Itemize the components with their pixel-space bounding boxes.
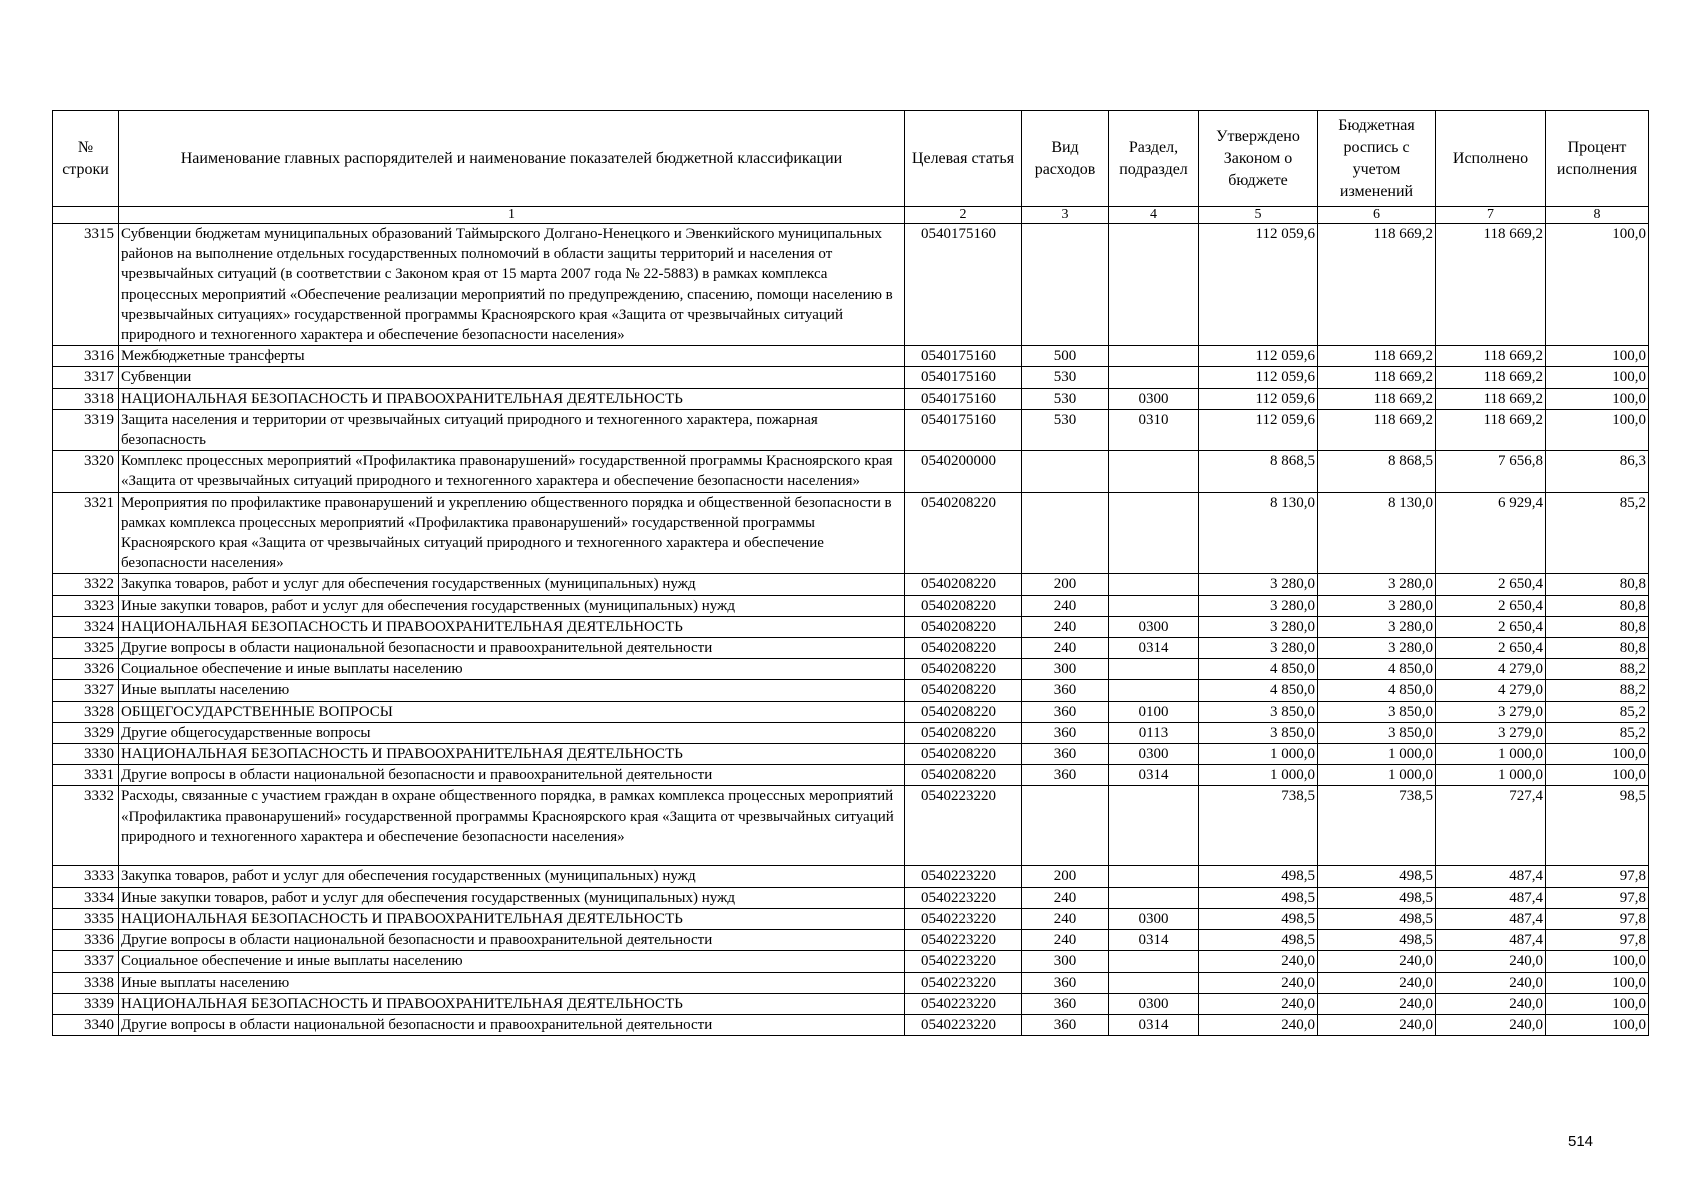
item-name: Другие вопросы в области национальной безопасности и правоохранительной деятельности — [119, 1014, 905, 1035]
target-article-code: 0540175160 — [905, 367, 1022, 388]
schedule-amount: 240,0 — [1318, 972, 1436, 993]
execution-percent: 100,0 — [1546, 951, 1649, 972]
executed-amount: 2 650,4 — [1436, 574, 1546, 595]
approved-amount: 8 868,5 — [1199, 451, 1318, 492]
table-row — [53, 765, 1649, 786]
approved-amount: 3 850,0 — [1199, 722, 1318, 743]
target-article-code: 0540208220 — [905, 765, 1022, 786]
schedule-amount: 498,5 — [1318, 887, 1436, 908]
section-code — [1109, 786, 1199, 866]
section-code: 0314 — [1109, 765, 1199, 786]
execution-percent: 86,3 — [1546, 451, 1649, 492]
expense-kind-code: 360 — [1022, 1014, 1109, 1035]
expense-kind-code: 200 — [1022, 574, 1109, 595]
table-row — [53, 1014, 1649, 1035]
execution-percent: 85,2 — [1546, 492, 1649, 574]
row-number: 3323 — [53, 595, 119, 616]
section-code: 0113 — [1109, 722, 1199, 743]
expense-kind-code: 500 — [1022, 346, 1109, 367]
target-article-code: 0540223220 — [905, 786, 1022, 866]
executed-amount: 240,0 — [1436, 1014, 1546, 1035]
item-name: Иные выплаты населению — [119, 680, 905, 701]
table-row — [53, 930, 1649, 951]
section-code — [1109, 972, 1199, 993]
approved-amount: 738,5 — [1199, 786, 1318, 866]
header-expense-kind: Вид расходов — [1022, 111, 1109, 207]
approved-amount: 4 850,0 — [1199, 659, 1318, 680]
table-row — [53, 367, 1649, 388]
schedule-amount: 240,0 — [1318, 951, 1436, 972]
execution-percent: 100,0 — [1546, 1014, 1649, 1035]
target-article-code: 0540208220 — [905, 744, 1022, 765]
row-number: 3326 — [53, 659, 119, 680]
approved-amount: 240,0 — [1199, 951, 1318, 972]
section-code — [1109, 887, 1199, 908]
header-approved: Утверждено Законом о бюджете — [1199, 111, 1318, 207]
executed-amount: 4 279,0 — [1436, 659, 1546, 680]
column-number: 1 — [119, 207, 905, 224]
row-number: 3324 — [53, 616, 119, 637]
target-article-code: 0540223220 — [905, 930, 1022, 951]
execution-percent: 97,8 — [1546, 887, 1649, 908]
executed-amount: 487,4 — [1436, 930, 1546, 951]
schedule-amount: 498,5 — [1318, 908, 1436, 929]
table-row — [53, 972, 1649, 993]
expense-kind-code: 360 — [1022, 701, 1109, 722]
section-code — [1109, 451, 1199, 492]
item-name: НАЦИОНАЛЬНАЯ БЕЗОПАСНОСТЬ И ПРАВООХРАНИТЕЛЬНАЯ ДЕЯТЕЛЬНОСТЬ — [119, 993, 905, 1014]
approved-amount: 240,0 — [1199, 1014, 1318, 1035]
item-name: Защита населения и территории от чрезвычайных ситуаций природного и техногенного характера, пожарная безопасность — [119, 409, 905, 450]
approved-amount: 112 059,6 — [1199, 367, 1318, 388]
executed-amount: 240,0 — [1436, 993, 1546, 1014]
approved-amount: 112 059,6 — [1199, 409, 1318, 450]
execution-percent: 80,8 — [1546, 616, 1649, 637]
table-row — [53, 595, 1649, 616]
table-row — [53, 346, 1649, 367]
item-name: Расходы, связанные с участием граждан в охране общественного порядка, в рамках комплекса процессных мероприятий «Профилактика правонарушений» государственной программы Красноярского края «Защита от чрезвычайных ситуаций природного и техногенного характера и обеспечение безопасности населения» — [119, 786, 905, 866]
row-number: 3329 — [53, 722, 119, 743]
item-name: Мероприятия по профилактике правонарушений и укреплению общественного порядка и общественной безопасности в рамках комплекса процессных мероприятий «Профилактика правонарушений» государственной программы Красноярского края «Защита от чрезвычайных ситуаций природного и техногенного характера и обеспечение безопасности населения» — [119, 492, 905, 574]
approved-amount: 112 059,6 — [1199, 346, 1318, 367]
item-name: ОБЩЕГОСУДАРСТВЕННЫЕ ВОПРОСЫ — [119, 701, 905, 722]
item-name: Закупка товаров, работ и услуг для обеспечения государственных (муниципальных) нужд — [119, 574, 905, 595]
schedule-amount: 118 669,2 — [1318, 409, 1436, 450]
expense-kind-code — [1022, 451, 1109, 492]
header-row — [53, 111, 1649, 207]
execution-percent: 100,0 — [1546, 744, 1649, 765]
approved-amount: 498,5 — [1199, 908, 1318, 929]
approved-amount: 240,0 — [1199, 993, 1318, 1014]
executed-amount: 2 650,4 — [1436, 616, 1546, 637]
item-name: Субвенции бюджетам муниципальных образований Таймырского Долгано-Ненецкого и Эвенкийского муниципальных районов на выполнение отдельных государственных полномочий в области защиты территорий и населения от чрезвычайных ситуаций (в соответствии с Законом края от 15 марта 2007 года № 22-5883) в рамках комплекса процессных мероприятий «Обеспечение реализации мероприятий по предупреждению, спасению, помощи населению в чрезвычайных ситуациях» государственной программы Красноярского края «Защита от чрезвычайных ситуаций природного и техногенного характера и обеспечение безопасности населения» — [119, 224, 905, 346]
row-number: 3337 — [53, 951, 119, 972]
target-article-code: 0540223220 — [905, 908, 1022, 929]
executed-amount: 3 279,0 — [1436, 722, 1546, 743]
item-name: Комплекс процессных мероприятий «Профилактика правонарушений» государственной программы Красноярского края «Защита от чрезвычайных ситуаций природного и техногенного характера и обеспечение безопасности населения» — [119, 451, 905, 492]
executed-amount: 7 656,8 — [1436, 451, 1546, 492]
execution-percent: 100,0 — [1546, 388, 1649, 409]
target-article-code: 0540175160 — [905, 388, 1022, 409]
schedule-amount: 118 669,2 — [1318, 367, 1436, 388]
item-name: Социальное обеспечение и иные выплаты населению — [119, 951, 905, 972]
row-number: 3320 — [53, 451, 119, 492]
execution-percent: 88,2 — [1546, 659, 1649, 680]
approved-amount: 498,5 — [1199, 930, 1318, 951]
schedule-amount: 738,5 — [1318, 786, 1436, 866]
table-body — [53, 224, 1649, 1036]
target-article-code: 0540223220 — [905, 866, 1022, 887]
row-number: 3321 — [53, 492, 119, 574]
table-row — [53, 887, 1649, 908]
section-code — [1109, 346, 1199, 367]
expense-kind-code: 360 — [1022, 972, 1109, 993]
schedule-amount: 8 868,5 — [1318, 451, 1436, 492]
row-number: 3318 — [53, 388, 119, 409]
table-row — [53, 409, 1649, 450]
schedule-amount: 118 669,2 — [1318, 224, 1436, 346]
schedule-amount: 240,0 — [1318, 993, 1436, 1014]
executed-amount: 2 650,4 — [1436, 595, 1546, 616]
schedule-amount: 118 669,2 — [1318, 346, 1436, 367]
expense-kind-code — [1022, 786, 1109, 866]
section-code: 0300 — [1109, 388, 1199, 409]
column-number — [53, 207, 119, 224]
execution-percent: 97,8 — [1546, 908, 1649, 929]
executed-amount: 487,4 — [1436, 866, 1546, 887]
table-row — [53, 388, 1649, 409]
target-article-code: 0540175160 — [905, 346, 1022, 367]
section-code — [1109, 574, 1199, 595]
executed-amount: 240,0 — [1436, 972, 1546, 993]
header-row-number: № строки — [53, 111, 119, 207]
page-number: 514 — [1568, 1133, 1594, 1150]
approved-amount: 8 130,0 — [1199, 492, 1318, 574]
target-article-code: 0540208220 — [905, 680, 1022, 701]
row-number: 3335 — [53, 908, 119, 929]
column-number: 7 — [1436, 207, 1546, 224]
section-code: 0310 — [1109, 409, 1199, 450]
item-name: Иные выплаты населению — [119, 972, 905, 993]
section-code — [1109, 951, 1199, 972]
execution-percent: 85,2 — [1546, 722, 1649, 743]
expense-kind-code: 360 — [1022, 680, 1109, 701]
executed-amount: 487,4 — [1436, 908, 1546, 929]
executed-amount: 487,4 — [1436, 887, 1546, 908]
expense-kind-code: 240 — [1022, 887, 1109, 908]
row-number: 3322 — [53, 574, 119, 595]
section-code — [1109, 866, 1199, 887]
execution-percent: 97,8 — [1546, 866, 1649, 887]
target-article-code: 0540175160 — [905, 409, 1022, 450]
item-name: Другие вопросы в области национальной безопасности и правоохранительной деятельности — [119, 638, 905, 659]
executed-amount: 118 669,2 — [1436, 367, 1546, 388]
execution-percent: 100,0 — [1546, 765, 1649, 786]
table-row — [53, 866, 1649, 887]
schedule-amount: 240,0 — [1318, 1014, 1436, 1035]
item-name: Иные закупки товаров, работ и услуг для обеспечения государственных (муниципальных) нужд — [119, 887, 905, 908]
section-code — [1109, 680, 1199, 701]
expense-kind-code: 530 — [1022, 367, 1109, 388]
section-code: 0100 — [1109, 701, 1199, 722]
section-code: 0300 — [1109, 908, 1199, 929]
schedule-amount: 3 280,0 — [1318, 616, 1436, 637]
executed-amount: 118 669,2 — [1436, 409, 1546, 450]
target-article-code: 0540208220 — [905, 595, 1022, 616]
expense-kind-code: 240 — [1022, 595, 1109, 616]
schedule-amount: 118 669,2 — [1318, 388, 1436, 409]
item-name: НАЦИОНАЛЬНАЯ БЕЗОПАСНОСТЬ И ПРАВООХРАНИТЕЛЬНАЯ ДЕЯТЕЛЬНОСТЬ — [119, 908, 905, 929]
target-article-code: 0540208220 — [905, 616, 1022, 637]
item-name: НАЦИОНАЛЬНАЯ БЕЗОПАСНОСТЬ И ПРАВООХРАНИТЕЛЬНАЯ ДЕЯТЕЛЬНОСТЬ — [119, 388, 905, 409]
target-article-code: 0540223220 — [905, 887, 1022, 908]
section-code — [1109, 595, 1199, 616]
row-number: 3333 — [53, 866, 119, 887]
target-article-code: 0540208220 — [905, 701, 1022, 722]
item-name: НАЦИОНАЛЬНАЯ БЕЗОПАСНОСТЬ И ПРАВООХРАНИТЕЛЬНАЯ ДЕЯТЕЛЬНОСТЬ — [119, 616, 905, 637]
column-number: 3 — [1022, 207, 1109, 224]
execution-percent: 85,2 — [1546, 701, 1649, 722]
execution-percent: 80,8 — [1546, 595, 1649, 616]
section-code — [1109, 224, 1199, 346]
row-number: 3336 — [53, 930, 119, 951]
column-number-row — [53, 207, 1649, 224]
approved-amount: 498,5 — [1199, 866, 1318, 887]
section-code — [1109, 492, 1199, 574]
approved-amount: 240,0 — [1199, 972, 1318, 993]
expense-kind-code: 360 — [1022, 722, 1109, 743]
executed-amount: 240,0 — [1436, 951, 1546, 972]
row-number: 3334 — [53, 887, 119, 908]
table-row — [53, 744, 1649, 765]
section-code — [1109, 367, 1199, 388]
table-row — [53, 701, 1649, 722]
execution-percent: 100,0 — [1546, 224, 1649, 346]
row-number: 3338 — [53, 972, 119, 993]
budget-execution-table — [52, 110, 1649, 1036]
schedule-amount: 3 280,0 — [1318, 638, 1436, 659]
row-number: 3332 — [53, 786, 119, 866]
approved-amount: 3 280,0 — [1199, 595, 1318, 616]
executed-amount: 118 669,2 — [1436, 224, 1546, 346]
target-article-code: 0540208220 — [905, 722, 1022, 743]
header-percent: Процент исполнения — [1546, 111, 1649, 207]
schedule-amount: 8 130,0 — [1318, 492, 1436, 574]
expense-kind-code: 360 — [1022, 765, 1109, 786]
target-article-code: 0540223220 — [905, 993, 1022, 1014]
table-row — [53, 659, 1649, 680]
expense-kind-code: 530 — [1022, 409, 1109, 450]
target-article-code: 0540208220 — [905, 492, 1022, 574]
execution-percent: 100,0 — [1546, 409, 1649, 450]
execution-percent: 80,8 — [1546, 574, 1649, 595]
section-code — [1109, 659, 1199, 680]
approved-amount: 3 280,0 — [1199, 574, 1318, 595]
table-row — [53, 786, 1649, 866]
section-code: 0300 — [1109, 616, 1199, 637]
item-name: Другие вопросы в области национальной безопасности и правоохранительной деятельности — [119, 765, 905, 786]
table-row — [53, 638, 1649, 659]
approved-amount: 112 059,6 — [1199, 388, 1318, 409]
item-name: НАЦИОНАЛЬНАЯ БЕЗОПАСНОСТЬ И ПРАВООХРАНИТЕЛЬНАЯ ДЕЯТЕЛЬНОСТЬ — [119, 744, 905, 765]
executed-amount: 118 669,2 — [1436, 388, 1546, 409]
expense-kind-code: 240 — [1022, 638, 1109, 659]
table-row — [53, 722, 1649, 743]
target-article-code: 0540208220 — [905, 574, 1022, 595]
execution-percent: 88,2 — [1546, 680, 1649, 701]
expense-kind-code: 240 — [1022, 616, 1109, 637]
approved-amount: 3 850,0 — [1199, 701, 1318, 722]
item-name: Другие общегосударственные вопросы — [119, 722, 905, 743]
column-number: 6 — [1318, 207, 1436, 224]
table-row — [53, 492, 1649, 574]
section-code: 0314 — [1109, 1014, 1199, 1035]
expense-kind-code — [1022, 224, 1109, 346]
row-number: 3340 — [53, 1014, 119, 1035]
target-article-code: 0540175160 — [905, 224, 1022, 346]
expense-kind-code — [1022, 492, 1109, 574]
item-name: Другие вопросы в области национальной безопасности и правоохранительной деятельности — [119, 930, 905, 951]
expense-kind-code: 300 — [1022, 951, 1109, 972]
item-name: Закупка товаров, работ и услуг для обеспечения государственных (муниципальных) нужд — [119, 866, 905, 887]
schedule-amount: 498,5 — [1318, 930, 1436, 951]
executed-amount: 118 669,2 — [1436, 346, 1546, 367]
section-code: 0314 — [1109, 930, 1199, 951]
header-executed: Исполнено — [1436, 111, 1546, 207]
schedule-amount: 4 850,0 — [1318, 659, 1436, 680]
execution-percent: 97,8 — [1546, 930, 1649, 951]
schedule-amount: 4 850,0 — [1318, 680, 1436, 701]
schedule-amount: 3 280,0 — [1318, 574, 1436, 595]
execution-percent: 80,8 — [1546, 638, 1649, 659]
header-section: Раздел, подраздел — [1109, 111, 1199, 207]
table-row — [53, 224, 1649, 346]
schedule-amount: 498,5 — [1318, 866, 1436, 887]
row-number: 3328 — [53, 701, 119, 722]
table-row — [53, 951, 1649, 972]
approved-amount: 3 280,0 — [1199, 616, 1318, 637]
execution-percent: 100,0 — [1546, 972, 1649, 993]
column-number: 2 — [905, 207, 1022, 224]
target-article-code: 0540223220 — [905, 972, 1022, 993]
table-row — [53, 680, 1649, 701]
section-code: 0300 — [1109, 993, 1199, 1014]
approved-amount: 498,5 — [1199, 887, 1318, 908]
executed-amount: 4 279,0 — [1436, 680, 1546, 701]
schedule-amount: 1 000,0 — [1318, 765, 1436, 786]
target-article-code: 0540223220 — [905, 1014, 1022, 1035]
execution-percent: 98,5 — [1546, 786, 1649, 866]
item-name: Субвенции — [119, 367, 905, 388]
approved-amount: 112 059,6 — [1199, 224, 1318, 346]
row-number: 3319 — [53, 409, 119, 450]
section-code: 0300 — [1109, 744, 1199, 765]
item-name: Социальное обеспечение и иные выплаты населению — [119, 659, 905, 680]
row-number: 3327 — [53, 680, 119, 701]
executed-amount: 1 000,0 — [1436, 765, 1546, 786]
section-code: 0314 — [1109, 638, 1199, 659]
schedule-amount: 3 280,0 — [1318, 595, 1436, 616]
expense-kind-code: 300 — [1022, 659, 1109, 680]
expense-kind-code: 360 — [1022, 744, 1109, 765]
expense-kind-code: 360 — [1022, 993, 1109, 1014]
target-article-code: 0540200000 — [905, 451, 1022, 492]
table-row — [53, 993, 1649, 1014]
execution-percent: 100,0 — [1546, 993, 1649, 1014]
table-row — [53, 451, 1649, 492]
target-article-code: 0540208220 — [905, 638, 1022, 659]
executed-amount: 727,4 — [1436, 786, 1546, 866]
approved-amount: 1 000,0 — [1199, 765, 1318, 786]
target-article-code: 0540208220 — [905, 659, 1022, 680]
row-number: 3330 — [53, 744, 119, 765]
item-name: Межбюджетные трансферты — [119, 346, 905, 367]
column-number: 5 — [1199, 207, 1318, 224]
approved-amount: 3 280,0 — [1199, 638, 1318, 659]
expense-kind-code: 240 — [1022, 908, 1109, 929]
row-number: 3339 — [53, 993, 119, 1014]
expense-kind-code: 200 — [1022, 866, 1109, 887]
schedule-amount: 3 850,0 — [1318, 701, 1436, 722]
target-article-code: 0540223220 — [905, 951, 1022, 972]
expense-kind-code: 530 — [1022, 388, 1109, 409]
executed-amount: 3 279,0 — [1436, 701, 1546, 722]
expense-kind-code: 240 — [1022, 930, 1109, 951]
execution-percent: 100,0 — [1546, 367, 1649, 388]
column-number: 4 — [1109, 207, 1199, 224]
row-number: 3316 — [53, 346, 119, 367]
executed-amount: 1 000,0 — [1436, 744, 1546, 765]
table-row — [53, 616, 1649, 637]
execution-percent: 100,0 — [1546, 346, 1649, 367]
row-number: 3315 — [53, 224, 119, 346]
table-row — [53, 574, 1649, 595]
schedule-amount: 3 850,0 — [1318, 722, 1436, 743]
executed-amount: 2 650,4 — [1436, 638, 1546, 659]
header-name: Наименование главных распорядителей и наименование показателей бюджетной классификации — [119, 111, 905, 207]
row-number: 3325 — [53, 638, 119, 659]
approved-amount: 1 000,0 — [1199, 744, 1318, 765]
column-number: 8 — [1546, 207, 1649, 224]
header-target-article: Целевая статья — [905, 111, 1022, 207]
item-name: Иные закупки товаров, работ и услуг для обеспечения государственных (муниципальных) нужд — [119, 595, 905, 616]
row-number: 3331 — [53, 765, 119, 786]
table-row — [53, 908, 1649, 929]
row-number: 3317 — [53, 367, 119, 388]
schedule-amount: 1 000,0 — [1318, 744, 1436, 765]
executed-amount: 6 929,4 — [1436, 492, 1546, 574]
approved-amount: 4 850,0 — [1199, 680, 1318, 701]
header-budget-schedule: Бюджетная роспись с учетом изменений — [1318, 111, 1436, 207]
